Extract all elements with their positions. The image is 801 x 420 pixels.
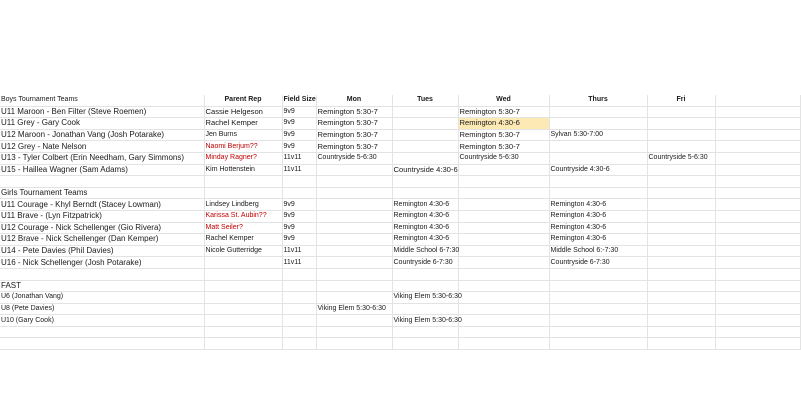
- empty-row: [0, 268, 800, 280]
- tues-cell[interactable]: Remington 4:30-6: [392, 210, 458, 222]
- mon-cell[interactable]: Viking Elem 5:30-6:30: [316, 303, 392, 315]
- wed-cell[interactable]: [458, 164, 549, 176]
- empty-cell[interactable]: [549, 176, 647, 188]
- wed-cell[interactable]: [458, 245, 549, 257]
- rep-cell[interactable]: Rachel Kemper: [204, 118, 282, 130]
- fri-cell[interactable]: Countryside 5-6:30: [647, 152, 715, 164]
- empty-cell[interactable]: [715, 164, 800, 176]
- team-cell[interactable]: U10 (Gary Cook): [0, 315, 204, 327]
- team-cell[interactable]: U12 Grey - Nate Nelson: [0, 141, 204, 153]
- empty-cell[interactable]: [715, 95, 800, 106]
- wed-cell[interactable]: Remington 5:30-7: [458, 106, 549, 118]
- rep-cell-unconfirmed[interactable]: Naomi Berjum??: [204, 141, 282, 153]
- col-header-fri[interactable]: Fri: [647, 95, 715, 106]
- empty-cell[interactable]: [549, 280, 647, 292]
- empty-cell[interactable]: [715, 141, 800, 153]
- wed-cell[interactable]: [458, 210, 549, 222]
- table-row: [0, 315, 800, 327]
- empty-cell[interactable]: [647, 292, 715, 304]
- size-cell[interactable]: 11v11: [282, 164, 316, 176]
- rep-cell-unconfirmed[interactable]: Karissa St. Aubin??: [204, 210, 282, 222]
- empty-cell[interactable]: [549, 292, 647, 304]
- fri-cell[interactable]: [647, 210, 715, 222]
- tues-cell[interactable]: [392, 152, 458, 164]
- empty-cell[interactable]: [715, 106, 800, 118]
- thurs-cell[interactable]: Middle School 6:-7:30: [549, 245, 647, 257]
- empty-cell[interactable]: [458, 338, 549, 350]
- empty-cell[interactable]: [316, 280, 392, 292]
- col-header-thurs[interactable]: Thurs: [549, 95, 647, 106]
- empty-cell[interactable]: [316, 176, 392, 188]
- empty-cell[interactable]: [715, 245, 800, 257]
- team-cell[interactable]: U11 Grey - Gary Cook: [0, 118, 204, 130]
- table-row: [0, 257, 800, 269]
- empty-cell[interactable]: [316, 326, 392, 338]
- empty-cell[interactable]: [549, 303, 647, 315]
- schedule-table: [0, 95, 801, 350]
- spreadsheet: [0, 95, 708, 350]
- empty-cell[interactable]: [392, 176, 458, 188]
- header-row: [0, 95, 800, 106]
- mon-cell[interactable]: Countryside 5-6:30: [316, 152, 392, 164]
- size-cell[interactable]: 9v9: [282, 129, 316, 141]
- mon-cell[interactable]: [316, 199, 392, 211]
- rep-cell[interactable]: [204, 257, 282, 269]
- tues-cell[interactable]: Middle School 6-7:30: [392, 245, 458, 257]
- tues-cell[interactable]: [392, 106, 458, 118]
- empty-cell[interactable]: [549, 268, 647, 280]
- table-row: [0, 106, 800, 118]
- empty-cell[interactable]: [549, 315, 647, 327]
- team-cell[interactable]: U16 - Nick Schellenger (Josh Potarake): [0, 257, 204, 269]
- thurs-cell[interactable]: [549, 106, 647, 118]
- empty-cell[interactable]: [647, 176, 715, 188]
- fri-cell[interactable]: [647, 199, 715, 211]
- empty-cell[interactable]: [715, 268, 800, 280]
- empty-cell[interactable]: [647, 187, 715, 199]
- team-cell[interactable]: U12 Brave - Nick Schellenger (Dan Kemper): [0, 234, 204, 246]
- team-cell[interactable]: U15 - Haillea Wagner (Sam Adams): [0, 164, 204, 176]
- fri-cell[interactable]: [647, 164, 715, 176]
- section-title-boys[interactable]: Boys Tournament Teams: [0, 95, 204, 106]
- empty-cell[interactable]: [647, 303, 715, 315]
- table-row: [0, 210, 800, 222]
- empty-cell[interactable]: [458, 268, 549, 280]
- mon-cell[interactable]: [316, 245, 392, 257]
- empty-cell[interactable]: [715, 280, 800, 292]
- team-cell[interactable]: U6 (Jonathan Vang): [0, 292, 204, 304]
- mon-cell[interactable]: [316, 315, 392, 327]
- wed-cell[interactable]: [458, 257, 549, 269]
- empty-cell[interactable]: [647, 338, 715, 350]
- tues-cell[interactable]: [392, 118, 458, 130]
- empty-cell[interactable]: [282, 292, 316, 304]
- empty-cell[interactable]: [282, 187, 316, 199]
- empty-cell[interactable]: [282, 303, 316, 315]
- empty-row: [0, 326, 800, 338]
- thurs-cell[interactable]: Remington 4:30-6: [549, 210, 647, 222]
- size-cell[interactable]: 9v9: [282, 210, 316, 222]
- empty-cell[interactable]: [715, 118, 800, 130]
- empty-cell[interactable]: [204, 187, 282, 199]
- wed-cell[interactable]: Remington 5:30-7: [458, 141, 549, 153]
- mon-cell[interactable]: Remington 5:30-7: [316, 141, 392, 153]
- empty-row: [0, 176, 800, 188]
- empty-cell[interactable]: [715, 234, 800, 246]
- tues-cell[interactable]: [392, 141, 458, 153]
- empty-cell[interactable]: [715, 187, 800, 199]
- team-cell[interactable]: U12 Courage - Nick Schellenger (Gio Rivera): [0, 222, 204, 234]
- empty-cell[interactable]: [316, 338, 392, 350]
- empty-cell[interactable]: [549, 338, 647, 350]
- wed-cell[interactable]: [458, 222, 549, 234]
- fri-cell[interactable]: [647, 118, 715, 130]
- thurs-cell[interactable]: Remington 4:30-6: [549, 234, 647, 246]
- thurs-cell[interactable]: [549, 141, 647, 153]
- empty-cell[interactable]: [647, 326, 715, 338]
- empty-cell[interactable]: [715, 152, 800, 164]
- tues-cell[interactable]: [392, 129, 458, 141]
- table-row: [0, 129, 800, 141]
- rep-cell[interactable]: Cassie Helgeson: [204, 106, 282, 118]
- size-cell[interactable]: 11v11: [282, 152, 316, 164]
- empty-cell[interactable]: [715, 326, 800, 338]
- rep-cell[interactable]: Nicole Gutterridge: [204, 245, 282, 257]
- table-row: [0, 303, 800, 315]
- empty-cell[interactable]: [204, 280, 282, 292]
- team-cell[interactable]: U11 Brave - (Lyn Fitzpatrick): [0, 210, 204, 222]
- mon-cell[interactable]: [316, 234, 392, 246]
- fri-cell[interactable]: [647, 257, 715, 269]
- empty-cell[interactable]: [282, 338, 316, 350]
- empty-cell[interactable]: [715, 315, 800, 327]
- tues-cell[interactable]: Viking Elem 5:30-6:30: [392, 315, 458, 327]
- empty-cell[interactable]: [715, 257, 800, 269]
- mon-cell[interactable]: [316, 222, 392, 234]
- thurs-cell[interactable]: Remington 4:30-6: [549, 199, 647, 211]
- empty-cell[interactable]: [647, 268, 715, 280]
- wed-cell-highlighted[interactable]: Remington 4:30-6: [458, 118, 549, 130]
- fri-cell[interactable]: [647, 141, 715, 153]
- col-header-field-size[interactable]: Field Size: [282, 95, 316, 106]
- table-row: [0, 141, 800, 153]
- size-cell[interactable]: 9v9: [282, 141, 316, 153]
- thurs-cell[interactable]: Sylvan 5:30-7:00: [549, 129, 647, 141]
- empty-cell[interactable]: [392, 268, 458, 280]
- empty-cell[interactable]: [715, 222, 800, 234]
- mon-cell[interactable]: [316, 210, 392, 222]
- col-header-tues[interactable]: Tues: [392, 95, 458, 106]
- empty-cell[interactable]: [282, 326, 316, 338]
- rep-cell[interactable]: Kim Hottenstein: [204, 164, 282, 176]
- team-cell[interactable]: U13 - Tyler Colbert (Erin Needham, Gary Simmons): [0, 152, 204, 164]
- wed-cell[interactable]: [458, 199, 549, 211]
- wed-cell[interactable]: Remington 5:30-7: [458, 129, 549, 141]
- rep-cell[interactable]: Jen Burns: [204, 129, 282, 141]
- rep-cell[interactable]: Rachel Kemper: [204, 234, 282, 246]
- tues-cell[interactable]: Remington 4:30-6: [392, 234, 458, 246]
- rep-cell-unconfirmed[interactable]: Matt Seiler?: [204, 222, 282, 234]
- team-cell[interactable]: U11 Maroon - Ben Filter (Steve Roemen): [0, 106, 204, 118]
- table-row: [0, 199, 800, 211]
- tues-cell[interactable]: Remington 4:30-6: [392, 199, 458, 211]
- wed-cell[interactable]: [458, 234, 549, 246]
- table-row: [0, 292, 800, 304]
- empty-cell[interactable]: [282, 280, 316, 292]
- empty-row: [0, 338, 800, 350]
- empty-cell[interactable]: [0, 338, 204, 350]
- tues-cell[interactable]: [392, 303, 458, 315]
- rep-cell-unconfirmed[interactable]: Minday Ragner?: [204, 152, 282, 164]
- empty-cell[interactable]: [0, 268, 204, 280]
- empty-cell[interactable]: [392, 280, 458, 292]
- empty-cell[interactable]: [715, 199, 800, 211]
- empty-cell[interactable]: [647, 315, 715, 327]
- empty-cell[interactable]: [282, 268, 316, 280]
- thurs-cell[interactable]: [549, 118, 647, 130]
- empty-cell[interactable]: [0, 326, 204, 338]
- empty-cell[interactable]: [715, 338, 800, 350]
- team-cell[interactable]: U8 (Pete Davies): [0, 303, 204, 315]
- wed-cell[interactable]: Countryside 5-6:30: [458, 152, 549, 164]
- table-row: [0, 152, 800, 164]
- tues-cell[interactable]: Countryside 6-7:30: [392, 257, 458, 269]
- mon-cell[interactable]: [316, 164, 392, 176]
- empty-cell[interactable]: [204, 338, 282, 350]
- empty-cell[interactable]: [715, 129, 800, 141]
- empty-cell[interactable]: [316, 187, 392, 199]
- section-row: [0, 280, 800, 292]
- fri-cell[interactable]: [647, 106, 715, 118]
- empty-cell[interactable]: [549, 326, 647, 338]
- empty-cell[interactable]: [715, 176, 800, 188]
- team-cell[interactable]: U12 Maroon - Jonathan Vang (Josh Potarake): [0, 129, 204, 141]
- empty-cell[interactable]: [715, 210, 800, 222]
- empty-cell[interactable]: [458, 315, 549, 327]
- col-header-mon[interactable]: Mon: [316, 95, 392, 106]
- table-row: [0, 234, 800, 246]
- mon-cell[interactable]: Remington 5:30-7: [316, 129, 392, 141]
- table-row: [0, 164, 800, 176]
- section-title-girls[interactable]: Girls Tournament Teams: [0, 187, 204, 199]
- empty-cell[interactable]: [204, 292, 282, 304]
- empty-cell[interactable]: [282, 176, 316, 188]
- thurs-cell[interactable]: Countryside 6-7:30: [549, 257, 647, 269]
- mon-cell[interactable]: [316, 257, 392, 269]
- table-row: [0, 245, 800, 257]
- size-cell[interactable]: 9v9: [282, 222, 316, 234]
- empty-cell[interactable]: [204, 303, 282, 315]
- thurs-cell[interactable]: Remington 4:30-6: [549, 222, 647, 234]
- tues-cell[interactable]: Countryside 4:30-6: [393, 164, 458, 174]
- fri-cell[interactable]: [647, 234, 715, 246]
- empty-cell[interactable]: [715, 292, 800, 304]
- rep-cell[interactable]: Lindsey Lindberg: [204, 199, 282, 211]
- size-cell[interactable]: 9v9: [282, 106, 316, 118]
- empty-cell[interactable]: [316, 268, 392, 280]
- empty-cell[interactable]: [282, 315, 316, 327]
- team-cell[interactable]: U11 Courage - Khyl Berndt (Stacey Lowman): [0, 199, 204, 211]
- section-row: [0, 187, 800, 199]
- fri-cell[interactable]: [647, 245, 715, 257]
- thurs-cell[interactable]: [549, 152, 647, 164]
- empty-cell[interactable]: [458, 326, 549, 338]
- mon-cell[interactable]: [316, 292, 392, 304]
- empty-cell[interactable]: [0, 176, 204, 188]
- mon-cell[interactable]: Remington 5:30-7: [316, 106, 392, 118]
- empty-cell[interactable]: [458, 280, 549, 292]
- table-row: [0, 222, 800, 234]
- team-cell[interactable]: U14 - Pete Davies (Phil Davies): [0, 245, 204, 257]
- size-cell[interactable]: 9v9: [282, 199, 316, 211]
- mon-cell[interactable]: Remington 5:30-7: [316, 118, 392, 130]
- fri-cell[interactable]: [647, 222, 715, 234]
- empty-cell[interactable]: [647, 280, 715, 292]
- empty-cell[interactable]: [458, 303, 549, 315]
- size-cell[interactable]: 9v9: [282, 118, 316, 130]
- empty-cell[interactable]: [458, 187, 549, 199]
- empty-cell[interactable]: [458, 176, 549, 188]
- empty-cell[interactable]: [204, 326, 282, 338]
- empty-cell[interactable]: [392, 326, 458, 338]
- empty-cell[interactable]: [458, 292, 549, 304]
- col-header-parent-rep[interactable]: Parent Rep: [204, 95, 282, 106]
- tues-cell[interactable]: Remington 4:30-6: [392, 222, 458, 234]
- size-cell[interactable]: 11v11: [282, 245, 316, 257]
- empty-cell[interactable]: [204, 315, 282, 327]
- table-row: [0, 118, 800, 130]
- section-title-fast[interactable]: FAST: [0, 280, 204, 292]
- empty-cell[interactable]: [392, 187, 458, 199]
- empty-cell[interactable]: [204, 268, 282, 280]
- fri-cell[interactable]: [647, 129, 715, 141]
- size-cell[interactable]: 9v9: [282, 234, 316, 246]
- empty-cell[interactable]: [392, 338, 458, 350]
- empty-cell[interactable]: [715, 303, 800, 315]
- thurs-cell[interactable]: Countryside 4:30-6: [549, 164, 647, 176]
- empty-cell[interactable]: [204, 176, 282, 188]
- size-cell[interactable]: 11v11: [282, 257, 316, 269]
- tues-cell[interactable]: Viking Elem 5:30-6:30: [392, 292, 458, 304]
- empty-cell[interactable]: [549, 187, 647, 199]
- col-header-wed[interactable]: Wed: [458, 95, 549, 106]
